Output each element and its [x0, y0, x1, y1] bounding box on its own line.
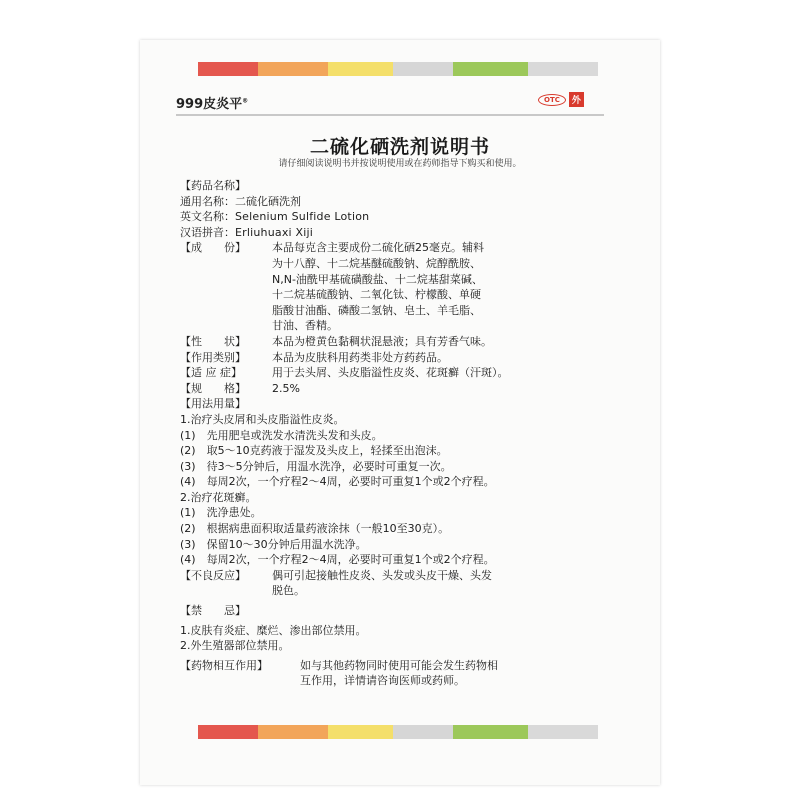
pinyin-row — [180, 225, 620, 241]
interactions-line: 如与其他药物同时使用可能会发生药物相 — [300, 658, 498, 672]
pinyin-value: Erliuhuaxi Xiji — [235, 225, 314, 239]
english-name-value: Selenium Sulfide Lotion — [235, 210, 370, 224]
composition-cont — [180, 256, 620, 334]
composition-section — [180, 240, 620, 256]
interactions-label: 【药物相互作用】 — [180, 658, 268, 672]
interactions-value — [300, 658, 620, 689]
composition-line: 十二烷基硫酸钠、二氧化钛、柠檬酸、单硬 — [272, 288, 481, 302]
composition-line: N,N-油酰甲基硫磺酸盐、十二烷基甜菜碱、 — [272, 272, 483, 286]
external-use-badge: 外 — [569, 92, 584, 107]
indent — [180, 256, 272, 334]
generic-name-value: 二硫化硒洗剂 — [235, 194, 301, 208]
document-subtitle: 请仔细阅读说明书并按说明使用或在药师指导下购买和使用。 — [278, 159, 522, 169]
spec-row — [180, 381, 620, 397]
pinyin-label: 汉语拼音： — [180, 225, 235, 239]
composition-line: 甘油、香精。 — [272, 319, 338, 333]
composition-continued — [272, 256, 620, 334]
brand-name: 999皮炎平 — [176, 97, 243, 112]
registered-mark: ® — [242, 97, 249, 105]
document-title: 二硫化硒洗剂说明书 — [309, 136, 490, 158]
composition-line: 为十八醇、十二烷基醚硫酸钠、烷醇酰胺、 — [272, 256, 481, 270]
generic-name-label: 通用名称： — [180, 194, 235, 208]
top-color-bar — [198, 62, 598, 76]
english-name-row — [180, 209, 620, 225]
adverse-label: 【不良反应】 — [180, 568, 246, 582]
category-value: 本品为皮肤科用药类非处方药药品。 — [272, 350, 448, 364]
contraindications-heading: 【禁 忌】 — [180, 604, 246, 618]
otc-mark — [538, 92, 584, 107]
instruction-sheet — [140, 40, 660, 785]
usage-line: (4) 每周2次，一个疗程2～4周，必要时可重复1个或2个疗程。 — [180, 475, 495, 489]
properties-label: 【性 状】 — [180, 334, 246, 348]
usage-line: (1) 洗净患处。 — [180, 506, 262, 520]
adverse-line: 脱色。 — [272, 584, 305, 598]
generic-name-row — [180, 194, 620, 210]
usage-line: (4) 每周2次，一个疗程2～4周，必要时可重复1个或2个疗程。 — [180, 553, 495, 567]
drug-name-heading: 【药品名称】 — [180, 179, 246, 192]
properties-row — [180, 334, 620, 350]
document-body — [180, 178, 620, 689]
usage-line: (3) 保留10～30分钟后用温水洗净。 — [180, 537, 367, 551]
adverse-line: 偶可引起接触性皮炎、头发或头皮干燥、头发 — [272, 568, 492, 582]
adverse-row — [180, 568, 620, 599]
english-name-label: 英文名称： — [180, 210, 235, 224]
indication-label: 【适 应 症】 — [180, 366, 242, 380]
spec-value: 2.5% — [272, 381, 300, 395]
interactions-line: 互作用，详情请咨询医师或药师。 — [300, 674, 465, 688]
composition-label: 【成 份】 — [180, 241, 246, 255]
spec-label: 【规 格】 — [180, 381, 246, 395]
properties-value: 本品为橙黄色黏稠状混悬液；具有芳香气味。 — [272, 334, 492, 348]
indication-value: 用于去头屑、头皮脂溢性皮炎、花斑癣（汗斑）。 — [272, 366, 509, 380]
bottom-color-bar — [198, 725, 598, 739]
composition-line: 脂酸甘油酯、磷酸二氢钠、皂土、羊毛脂、 — [272, 303, 481, 317]
category-label: 【作用类别】 — [180, 350, 246, 364]
indication-row — [180, 365, 620, 381]
otc-badge: OTC — [538, 94, 566, 106]
composition-line: 本品每克含主要成份二硫化硒25毫克。辅料 — [272, 241, 484, 255]
usage-line: (2) 根据病患面积取适量药液涂抹（一般10至30克）。 — [180, 522, 450, 536]
usage-line: 2.治疗花斑癣。 — [180, 490, 257, 504]
brand-logo — [176, 93, 248, 112]
category-row — [180, 350, 620, 366]
usage-line: 1.治疗头皮屑和头皮脂溢性皮炎。 — [180, 412, 345, 426]
usage-line: (3) 待3～5分钟后，用温水洗净，必要时可重复一次。 — [180, 459, 452, 473]
contraindication-line: 1.皮肤有炎症、糜烂、渗出部位禁用。 — [180, 623, 367, 637]
usage-heading: 【用法用量】 — [180, 397, 246, 411]
adverse-value — [272, 568, 620, 599]
usage-line: (2) 取5～10克药液于湿发及头皮上，轻揉至出泡沫。 — [180, 444, 448, 458]
contraindication-line: 2.外生殖器部位禁用。 — [180, 639, 290, 653]
interactions-row — [180, 658, 620, 689]
header-divider — [176, 114, 604, 116]
usage-line: (1) 先用肥皂或洗发水清洗头发和头皮。 — [180, 428, 383, 442]
